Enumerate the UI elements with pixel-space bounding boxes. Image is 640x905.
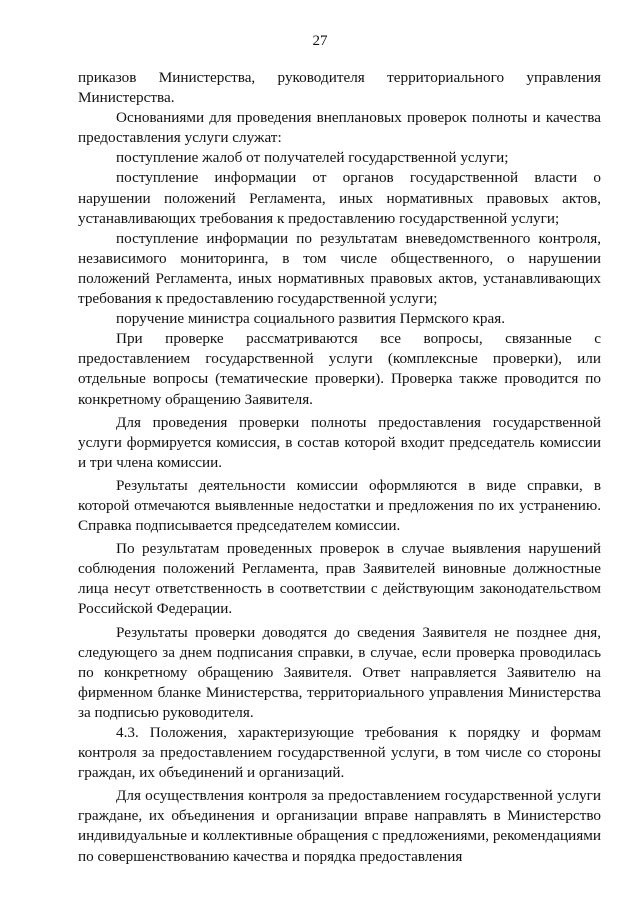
paragraph: 4.3. Положения, характеризующие требования к порядку и формам контроля за предоставлением государственной услуги, в том числе со стороны граждан, их объединений и организаций.	[78, 724, 601, 782]
paragraph: поступление жалоб от получателей государственной услуги;	[116, 149, 509, 167]
paragraph: По результатам проведенных проверок в случае выявления нарушений соблюдения положений Регламента, прав Заявителей виновные должностные лица несут ответственность в соответствии с действующим законодательством Российской Федерации.	[78, 540, 601, 618]
paragraph: Для осуществления контроля за предоставлением государственной услуги граждане, их объединения и организации вправе направлять в Министерство индивидуальные и коллективные обращения с предложениями, рекомендациями по совершенствованию качества и порядка предоставления	[78, 787, 601, 865]
paragraph: Для проведения проверки полноты предоставления государственной услуги формируется комиссия, в состав которой входит председатель комиссии и три члена комиссии.	[78, 413, 601, 471]
paragraph: Результаты деятельности комиссии оформляются в виде справки, в которой отмечаются выявленные недостатки и предложения по их устранению. Справка подписывается председателем комиссии.	[78, 476, 601, 535]
paragraph: приказов Министерства, руководителя территориального управления Министерства.	[78, 69, 601, 107]
paragraph: При проверке рассматриваются все вопросы, связанные с предоставлением государственной услуги (комплексные проверки), или отдельные вопросы (тематические проверки). Проверка также проводится по конкретному обращению Заявителя.	[78, 330, 601, 408]
paragraph: поступление информации по результатам вневедомственного контроля, независимого мониторинга, в том числе общественного, о нарушении положений Регламента, иных нормативных правовых актов, устанавливающих требования к предоставлению государственной услуги;	[78, 229, 601, 308]
paragraph: поступление информации от органов государственной власти о нарушении положений Регламента, иных нормативных правовых актов, устанавливающих требования к предоставлению государственной услуги;	[78, 169, 601, 227]
page-number: 27	[312, 33, 328, 49]
paragraph: поручение министра социального развития Пермского края.	[116, 310, 506, 328]
paragraph: Результаты проверки доводятся до сведения Заявителя не позднее дня, следующего за днем подписания справки, в случае, если проверка проводилась по конкретному обращению Заявителя. Ответ направляется Заявителю на фирменном бланке Министерства, территориального управления Министерства за подписью руководителя.	[78, 623, 601, 721]
document-body	[78, 68, 601, 867]
paragraph: Основаниями для проведения внеплановых проверок полноты и качества предоставления услуги служат:	[78, 109, 601, 147]
